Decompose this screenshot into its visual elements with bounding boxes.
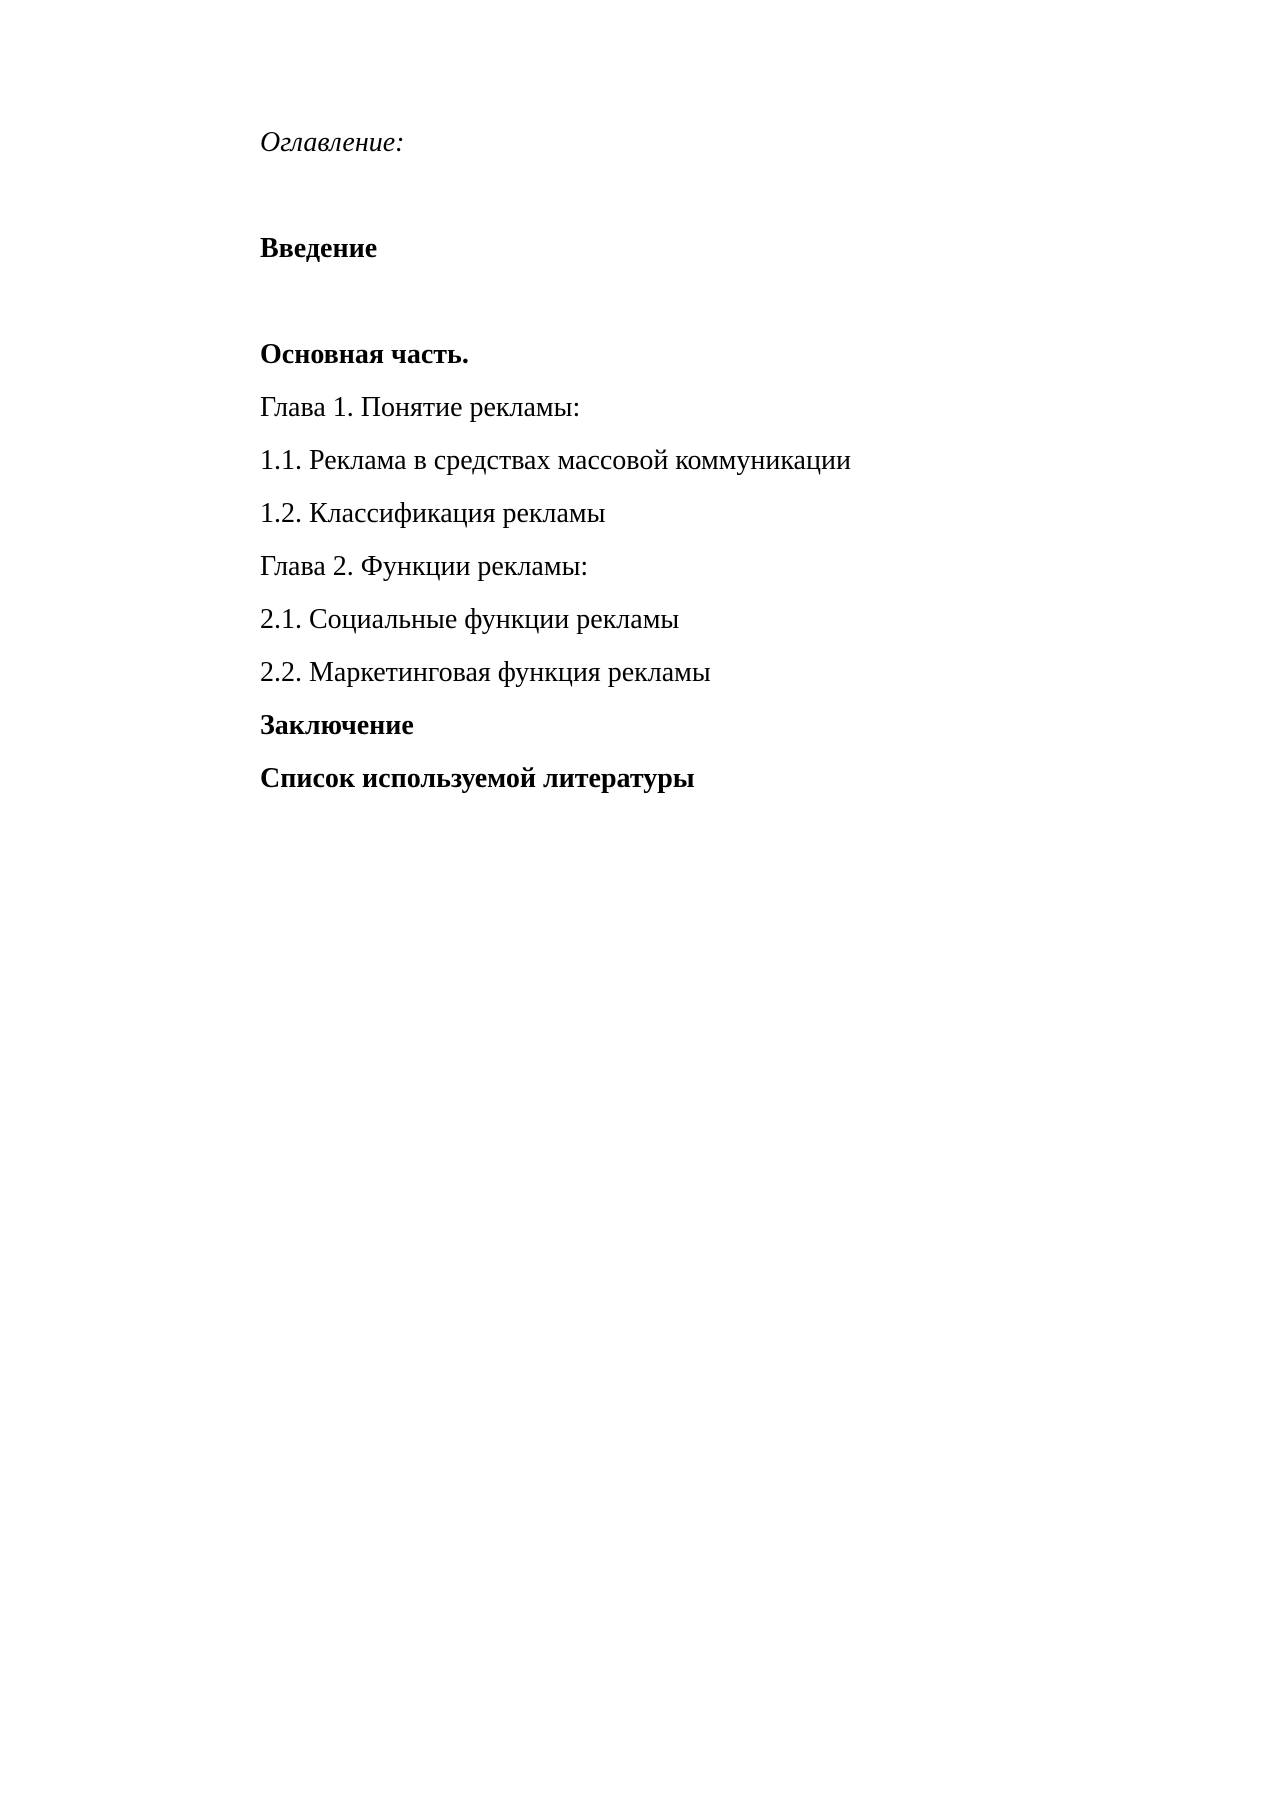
toc-item-bibliography: Список используемой литературы [260, 763, 695, 794]
toc-item-chapter-1: Глава 1. Понятие рекламы: [260, 392, 581, 423]
table-of-contents [260, 116, 1160, 805]
toc-item-section-1-1: 1.1. Реклама в средствах массовой коммуникации [260, 445, 851, 476]
toc-item-section-1-2: 1.2. Классификация рекламы [260, 498, 606, 529]
toc-title: Оглавление: [260, 127, 405, 158]
toc-item-conclusion: Заключение [260, 710, 414, 741]
toc-item-introduction: Введение [260, 233, 378, 264]
spacer [260, 275, 1160, 328]
toc-item-main-part: Основная часть. [260, 339, 469, 370]
toc-item-section-2-2: 2.2. Маркетинговая функция рекламы [260, 657, 711, 688]
toc-item-chapter-2: Глава 2. Функции рекламы: [260, 551, 589, 582]
spacer [260, 169, 1160, 222]
toc-item-section-2-1: 2.1. Социальные функции рекламы [260, 604, 680, 635]
